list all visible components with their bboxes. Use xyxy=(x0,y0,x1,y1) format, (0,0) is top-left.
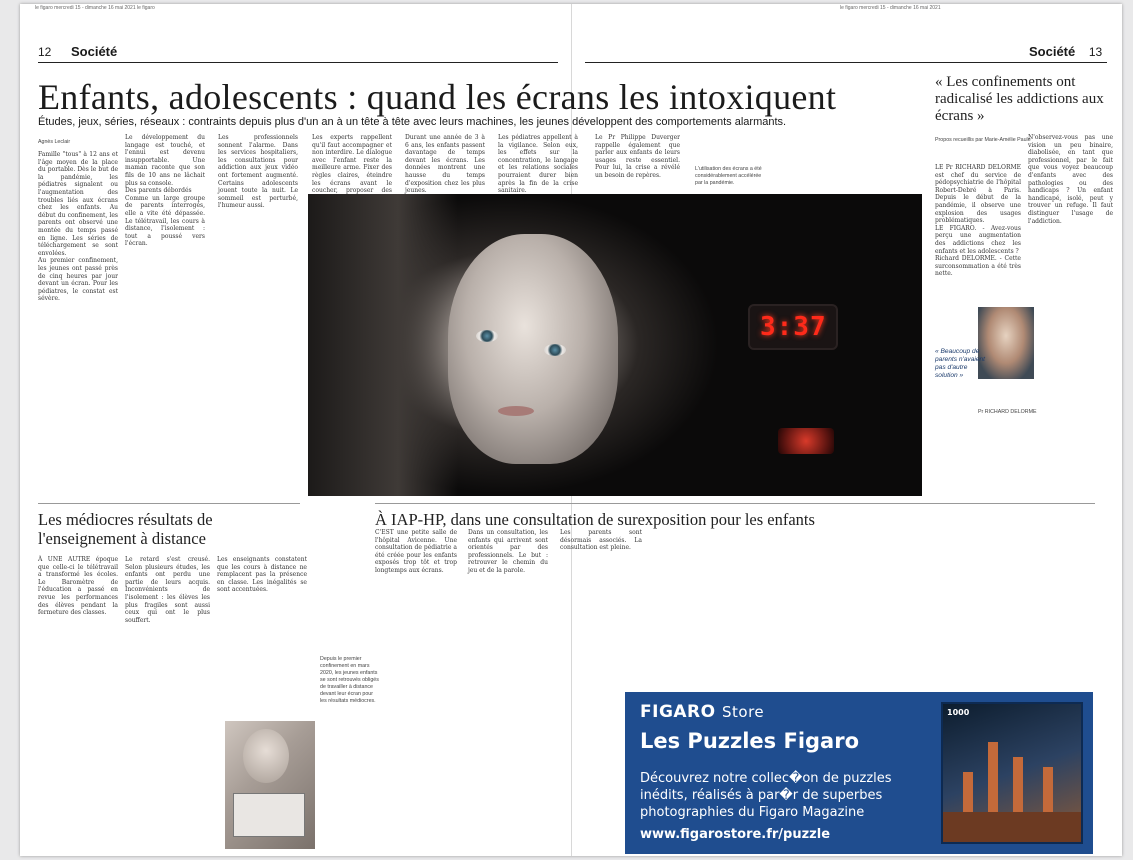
tower-3 xyxy=(1013,757,1023,812)
deck: Études, jeux, séries, réseaux : contraints depuis plus d'un an à un tête à tête avec leurs machines, les jeunes développent des comportements alarmants. xyxy=(38,116,787,128)
body-column-1: Famille "tous" à 12 ans et l'âge moyen de la place du portable. Dès le but de la pandémie, les pédiatres signalent ou l'augmentation des troubles liés aux écrans chez les enfants. Au début du confinement, les parents ont observé une montée du temps passé en ligne. Les séries de téléchargement se sont envolées. Au premier confinement, les jeunes ont passé près de cinq heures par jour devant un écran. Pour les pédiatres, le constat est sévère. xyxy=(38,151,118,303)
byline: Agnès Leclair xyxy=(38,139,71,145)
photo-eye-left xyxy=(476,330,498,342)
pull-quote: « Beaucoup de parents n'avaient pas d'autre solution » xyxy=(935,348,986,379)
interview-title: « Les confinements ont radicalisé les addictions aux écrans » xyxy=(935,74,1104,124)
body-column-5: Durant une année de 3 à 6 ans, les enfants passent davantage de temps devant les écrans. Les données montrent une hausse du temps d'exposition chez les plus jeunes. xyxy=(405,134,485,195)
interview-column-1: LE Pr RICHARD DELORME est chef du service de pédopsychiatrie de l'hôpital Robert-Debré à Paris. Depuis le début de la pandémie, il observe une explosion des usages problématiques. LE FIGARO. - Avez-vous perçu une augmentation des addictions chez les enfants et les adolescents ? Richard DELORME. - Cette surconsommation a été très nette. xyxy=(935,164,1021,278)
ad-link[interactable]: www.figarostore.fr/puzzle xyxy=(640,827,831,842)
wall xyxy=(943,812,1081,842)
puzzle-count: 1000 xyxy=(947,708,970,717)
article3-column-2: Dans un consultation, les enfants qui arrivent sont orientés par des professionnels. Le but : retrouver le chemin du jeu et de la parole. xyxy=(468,529,548,574)
main-headline: Enfants, adolescents : quand les écrans les intoxiquent xyxy=(38,77,837,117)
ad-text: Découvrez notre collec�on de puzzles inédits, réalisés à par�r de superbes photographies du Figaro Magazine xyxy=(640,771,892,820)
article2-column-3: Les enseignants constatent que les cours à distance ne remplacent pas la présence en classe. Les inégalités se sont accentuées. xyxy=(217,556,307,594)
article3-column-1: C'EST une petite salle de l'hôpital Avicenne. Une consultation de pédiatrie a été créée pour les enfants exposés trop tôt et trop longtemps aux écrans. xyxy=(375,529,457,574)
child-laptop-photo xyxy=(225,721,315,849)
photo-mouth xyxy=(498,406,534,416)
left-page-header xyxy=(38,44,117,59)
clock-glow xyxy=(778,428,834,454)
ad-brand: FIGARO Store xyxy=(640,702,765,722)
header-rule-right xyxy=(585,62,1107,63)
tower-4 xyxy=(1043,767,1053,812)
portrait-caption: Pr RICHARD DELORME xyxy=(978,409,1037,415)
child-head xyxy=(243,729,289,783)
ad-brand-suffix: Store xyxy=(722,703,765,721)
body-column-7: Le Pr Philippe Duverger rappelle également que parler aux enfants de leurs usages reste essentiel. Pour lui, la crise a révélé un besoin de repères. xyxy=(595,134,680,179)
tower-1 xyxy=(963,772,973,812)
figaro-store-ad[interactable] xyxy=(625,692,1093,854)
body-column-6: Les pédiatres appellent à la vigilance. Selon eux, les effets sur la concentration, le langage et les relations sociales pourraient durer bien après la fin de la crise sanitaire. xyxy=(498,134,578,195)
article2-rule xyxy=(38,503,300,504)
page-number-right: 13 xyxy=(1088,45,1103,59)
article2-photo-caption: Depuis le premier confinement en mars 2020, les jeunes enfants se sont retrouvés obligés de travailler à distance devant leur écran pour les résultats médiocres. xyxy=(320,656,379,704)
tower-2 xyxy=(988,742,998,812)
top-meta-left: le figaro mercredi 15 - dimanche 16 mai 2021 le figaro xyxy=(35,5,155,11)
lead-photo xyxy=(308,194,922,496)
article3-column-3: Les parents sont désormais associés. La consultation est pleine. xyxy=(560,529,642,552)
article2-column-2: Le retard s'est creusé. Selon plusieurs études, les enfants ont perdu une partie de leurs acquis. Inconvénients de l'isolement : les élèves les plus fragiles sont aussi ceux qui ont le plus souffert. xyxy=(125,556,210,624)
interview-byline: Propos recueillis par Marie-Amélie Paule xyxy=(935,137,1031,143)
body-column-3: Les professionnels sonnent l'alarme. Dans les services hospitaliers, les consultations pour addiction aux jeux vidéo ont fortement augmenté. Certains adolescents jouent toute la nuit. Le sommeil est perturbé, l'humeur aussi. xyxy=(218,134,298,210)
laptop xyxy=(233,793,305,837)
right-page-header xyxy=(1029,44,1102,59)
section-label-right: Société xyxy=(1029,44,1076,59)
article2-title: Les médiocres résultats de l'enseignement à distance xyxy=(38,510,213,548)
top-meta-right: le figaro mercredi 15 - dimanche 16 mai 2021 xyxy=(840,5,941,11)
photo-face xyxy=(448,234,618,464)
ad-title: Les Puzzles Figaro xyxy=(640,729,860,753)
section-label-left: Société xyxy=(70,44,118,59)
header-rule-left xyxy=(38,62,558,63)
article3-title: À IAP-HP, dans une consultation de surexposition pour les enfants xyxy=(375,510,815,529)
article3-rule xyxy=(375,503,1095,504)
page-number-left: 12 xyxy=(38,45,52,59)
article2-column-1: À UNE AUTRE époque que celle-ci le télétravail a transformé les écoles. Le Baromètre de l'éducation a passé en revue les performances des élèves pendant la fermeture des classes. xyxy=(38,556,118,617)
body-column-4: Les experts rappellent qu'il faut accompagner et non interdire. Le dialogue avec l'enfant reste la meilleure arme. Fixer des règles claires, éteindre les écrans avant le coucher, proposer des xyxy=(312,134,392,195)
photo-caption: L'utilisation des écrans a été considérablement accélérée par la pandémie. xyxy=(695,166,762,186)
newspaper-spread xyxy=(20,4,1122,856)
puzzle-box xyxy=(941,702,1083,844)
photo-hair xyxy=(308,194,458,496)
clock-display: 3:37 xyxy=(760,312,827,342)
photo-eye-right xyxy=(544,344,566,356)
body-column-2: Le développement du langage est touché, et l'ennui est devenu insupportable. Une maman raconte que son fils de 10 ans ne lâchait plus sa console. Des parents débordés Comme un large groupe de parents interrogés, elle a vite été dépassée. Le télétravail, les cours à distance, l'isolement : tout a poussé vers l'écran. xyxy=(125,134,205,248)
interview-column-2: N'observez-vous pas une vision un peu binaire, diabolisée, en tant que professionnel, par le fait que vous voyez beaucoup d'enfants avec des pathologies ou des handicaps ? Un enfant handicapé, isolé, peut y trouver un refuge. Il faut distinguer l'usage de l'addiction. xyxy=(1028,134,1113,225)
